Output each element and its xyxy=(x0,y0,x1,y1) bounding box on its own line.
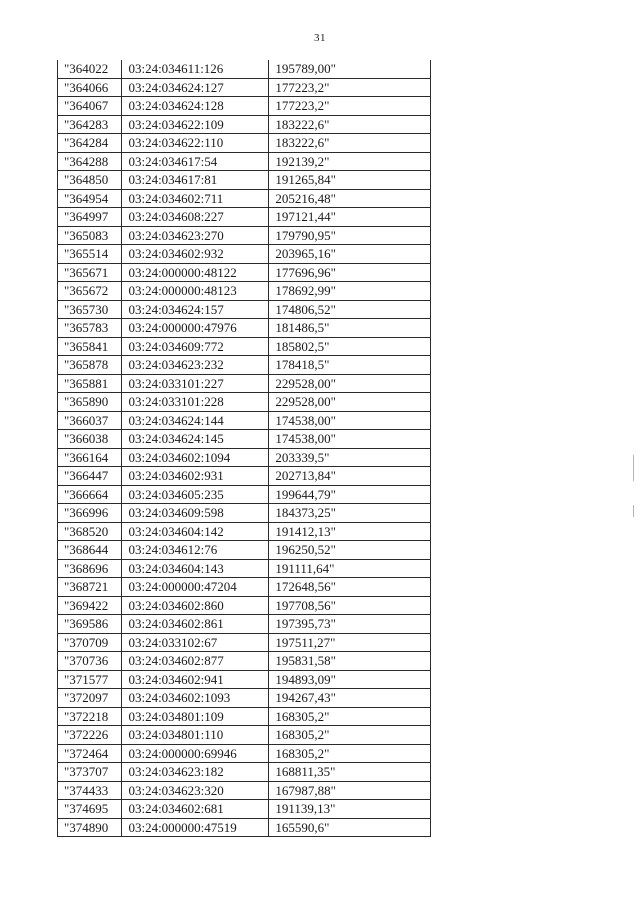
cadastral-number-cell: 03:24:034623:270 xyxy=(122,226,269,245)
value-cell: 174538,00" xyxy=(269,430,431,449)
table-row xyxy=(58,689,431,708)
cadastral-number-cell: 03:24:034611:126 xyxy=(122,60,269,78)
value-cell: 185802,5" xyxy=(269,337,431,356)
value-cell: 179790,95" xyxy=(269,226,431,245)
value-cell: 183222,6" xyxy=(269,134,431,153)
table-row xyxy=(58,744,431,763)
table-row xyxy=(58,781,431,800)
record-id-cell: "369586 xyxy=(58,615,122,634)
record-id-cell: "370709 xyxy=(58,633,122,652)
table-row xyxy=(58,263,431,282)
record-id-cell: "366447 xyxy=(58,467,122,486)
scan-margin-mark xyxy=(633,455,634,481)
cadastral-number-cell: 03:24:034624:128 xyxy=(122,97,269,116)
table-row xyxy=(58,245,431,264)
value-cell: 181486,5" xyxy=(269,319,431,338)
record-id-cell: "373707 xyxy=(58,763,122,782)
cadastral-number-cell: 03:24:033101:228 xyxy=(122,393,269,412)
table-row xyxy=(58,337,431,356)
value-cell: 197511,27" xyxy=(269,633,431,652)
record-id-cell: "366664 xyxy=(58,485,122,504)
value-cell: 203339,5" xyxy=(269,448,431,467)
value-cell: 168305,2" xyxy=(269,726,431,745)
cadastral-number-cell: 03:24:034623:320 xyxy=(122,781,269,800)
record-id-cell: "365671 xyxy=(58,263,122,282)
table-row xyxy=(58,670,431,689)
value-cell: 229528,00" xyxy=(269,393,431,412)
record-id-cell: "365881 xyxy=(58,374,122,393)
cadastral-number-cell: 03:24:034602:932 xyxy=(122,245,269,264)
table-row xyxy=(58,541,431,560)
value-cell: 192139,2" xyxy=(269,152,431,171)
value-cell: 168305,2" xyxy=(269,707,431,726)
scan-margin-mark xyxy=(633,505,634,517)
cadastral-number-cell: 03:24:000000:47204 xyxy=(122,578,269,597)
value-cell: 195831,58" xyxy=(269,652,431,671)
record-id-cell: "368721 xyxy=(58,578,122,597)
table-row xyxy=(58,522,431,541)
cadastral-number-cell: 03:24:034623:182 xyxy=(122,763,269,782)
cadastral-number-cell: 03:24:034602:931 xyxy=(122,467,269,486)
record-id-cell: "364850 xyxy=(58,171,122,190)
record-id-cell: "369422 xyxy=(58,596,122,615)
cadastral-number-cell: 03:24:034617:54 xyxy=(122,152,269,171)
value-cell: 168811,35" xyxy=(269,763,431,782)
cadastral-number-cell: 03:24:034624:157 xyxy=(122,300,269,319)
table-row xyxy=(58,411,431,430)
value-cell: 174806,52" xyxy=(269,300,431,319)
cadastral-number-cell: 03:24:034623:232 xyxy=(122,356,269,375)
cadastral-number-cell: 03:24:000000:47519 xyxy=(122,818,269,837)
table-row xyxy=(58,430,431,449)
value-cell: 183222,6" xyxy=(269,115,431,134)
table-row xyxy=(58,319,431,338)
cadastral-number-cell: 03:24:034624:144 xyxy=(122,411,269,430)
record-id-cell: "368520 xyxy=(58,522,122,541)
record-id-cell: "365083 xyxy=(58,226,122,245)
value-cell: 191111,64" xyxy=(269,559,431,578)
record-id-cell: "366038 xyxy=(58,430,122,449)
value-cell: 197121,44" xyxy=(269,208,431,227)
value-cell: 194267,43" xyxy=(269,689,431,708)
cadastral-number-cell: 03:24:033101:227 xyxy=(122,374,269,393)
record-id-cell: "364288 xyxy=(58,152,122,171)
value-cell: 165590,6" xyxy=(269,818,431,837)
record-id-cell: "366996 xyxy=(58,504,122,523)
table-row xyxy=(58,300,431,319)
table-row xyxy=(58,60,431,78)
cadastral-number-cell: 03:24:000000:69946 xyxy=(122,744,269,763)
cadastral-number-cell: 03:24:034602:711 xyxy=(122,189,269,208)
table-row xyxy=(58,189,431,208)
table-row xyxy=(58,652,431,671)
table-row xyxy=(58,134,431,153)
value-cell: 174538,00" xyxy=(269,411,431,430)
table-row xyxy=(58,152,431,171)
value-cell: 202713,84" xyxy=(269,467,431,486)
cadastral-number-cell: 03:24:034602:941 xyxy=(122,670,269,689)
table-body xyxy=(58,60,431,837)
table-row xyxy=(58,467,431,486)
record-id-cell: "370736 xyxy=(58,652,122,671)
record-id-cell: "371577 xyxy=(58,670,122,689)
table-row xyxy=(58,615,431,634)
value-cell: 197395,73" xyxy=(269,615,431,634)
value-cell: 177223,2" xyxy=(269,78,431,97)
record-id-cell: "365890 xyxy=(58,393,122,412)
cadastral-number-cell: 03:24:034608:227 xyxy=(122,208,269,227)
cadastral-number-cell: 03:24:034602:1093 xyxy=(122,689,269,708)
record-id-cell: "364997 xyxy=(58,208,122,227)
value-cell: 172648,56" xyxy=(269,578,431,597)
record-id-cell: "372226 xyxy=(58,726,122,745)
record-id-cell: "364283 xyxy=(58,115,122,134)
record-id-cell: "365672 xyxy=(58,282,122,301)
table-row xyxy=(58,818,431,837)
table-row xyxy=(58,208,431,227)
cadastral-number-cell: 03:24:034604:143 xyxy=(122,559,269,578)
value-cell: 205216,48" xyxy=(269,189,431,208)
record-id-cell: "374433 xyxy=(58,781,122,800)
value-cell: 191265,84" xyxy=(269,171,431,190)
cadastral-number-cell: 03:24:034602:860 xyxy=(122,596,269,615)
cadastral-number-cell: 03:24:034602:1094 xyxy=(122,448,269,467)
record-id-cell: "364954 xyxy=(58,189,122,208)
table-row xyxy=(58,97,431,116)
record-id-cell: "366037 xyxy=(58,411,122,430)
table-row xyxy=(58,485,431,504)
value-cell: 184373,25" xyxy=(269,504,431,523)
cadastral-number-cell: 03:24:034622:109 xyxy=(122,115,269,134)
record-id-cell: "364067 xyxy=(58,97,122,116)
record-id-cell: "372097 xyxy=(58,689,122,708)
value-cell: 195789,00" xyxy=(269,60,431,78)
table-row xyxy=(58,763,431,782)
cadastral-number-cell: 03:24:000000:47976 xyxy=(122,319,269,338)
cadastral-number-cell: 03:24:033102:67 xyxy=(122,633,269,652)
record-id-cell: "364022 xyxy=(58,60,122,78)
table-row xyxy=(58,226,431,245)
record-id-cell: "366164 xyxy=(58,448,122,467)
record-id-cell: "364066 xyxy=(58,78,122,97)
value-cell: 177223,2" xyxy=(269,97,431,116)
record-id-cell: "365878 xyxy=(58,356,122,375)
table-row xyxy=(58,800,431,819)
table-row xyxy=(58,596,431,615)
table-row xyxy=(58,559,431,578)
cadastral-table xyxy=(57,60,431,837)
table-row xyxy=(58,393,431,412)
cadastral-number-cell: 03:24:034624:145 xyxy=(122,430,269,449)
table-row xyxy=(58,78,431,97)
value-cell: 191139,13" xyxy=(269,800,431,819)
value-cell: 229528,00" xyxy=(269,374,431,393)
cadastral-number-cell: 03:24:034609:772 xyxy=(122,337,269,356)
cadastral-number-cell: 03:24:034622:110 xyxy=(122,134,269,153)
table-row xyxy=(58,115,431,134)
cadastral-number-cell: 03:24:034602:877 xyxy=(122,652,269,671)
value-cell: 197708,56" xyxy=(269,596,431,615)
record-id-cell: "374695 xyxy=(58,800,122,819)
table-row xyxy=(58,578,431,597)
cadastral-number-cell: 03:24:034801:109 xyxy=(122,707,269,726)
cadastral-number-cell: 03:24:000000:48122 xyxy=(122,263,269,282)
value-cell: 194893,09" xyxy=(269,670,431,689)
table-row xyxy=(58,504,431,523)
value-cell: 168305,2" xyxy=(269,744,431,763)
cadastral-number-cell: 03:24:034617:81 xyxy=(122,171,269,190)
record-id-cell: "364284 xyxy=(58,134,122,153)
record-id-cell: "374890 xyxy=(58,818,122,837)
table-row xyxy=(58,282,431,301)
cadastral-number-cell: 03:24:034605:235 xyxy=(122,485,269,504)
cadastral-number-cell: 03:24:034602:681 xyxy=(122,800,269,819)
value-cell: 167987,88" xyxy=(269,781,431,800)
record-id-cell: "365514 xyxy=(58,245,122,264)
cadastral-number-cell: 03:24:034801:110 xyxy=(122,726,269,745)
value-cell: 191412,13" xyxy=(269,522,431,541)
cadastral-number-cell: 03:24:034609:598 xyxy=(122,504,269,523)
cadastral-number-cell: 03:24:034604:142 xyxy=(122,522,269,541)
value-cell: 199644,79" xyxy=(269,485,431,504)
record-id-cell: "365783 xyxy=(58,319,122,338)
cadastral-number-cell: 03:24:034612:76 xyxy=(122,541,269,560)
value-cell: 203965,16" xyxy=(269,245,431,264)
record-id-cell: "372218 xyxy=(58,707,122,726)
value-cell: 177696,96" xyxy=(269,263,431,282)
table-row xyxy=(58,633,431,652)
page-number: 31 xyxy=(314,32,326,44)
table-row xyxy=(58,726,431,745)
table-row xyxy=(58,707,431,726)
record-id-cell: "368644 xyxy=(58,541,122,560)
value-cell: 178692,99" xyxy=(269,282,431,301)
table-row xyxy=(58,356,431,375)
record-id-cell: "372464 xyxy=(58,744,122,763)
value-cell: 196250,52" xyxy=(269,541,431,560)
cadastral-number-cell: 03:24:034624:127 xyxy=(122,78,269,97)
record-id-cell: "365841 xyxy=(58,337,122,356)
value-cell: 178418,5" xyxy=(269,356,431,375)
record-id-cell: "368696 xyxy=(58,559,122,578)
table-row xyxy=(58,448,431,467)
cadastral-number-cell: 03:24:034602:861 xyxy=(122,615,269,634)
table-row xyxy=(58,171,431,190)
cadastral-number-cell: 03:24:000000:48123 xyxy=(122,282,269,301)
record-id-cell: "365730 xyxy=(58,300,122,319)
table-row xyxy=(58,374,431,393)
